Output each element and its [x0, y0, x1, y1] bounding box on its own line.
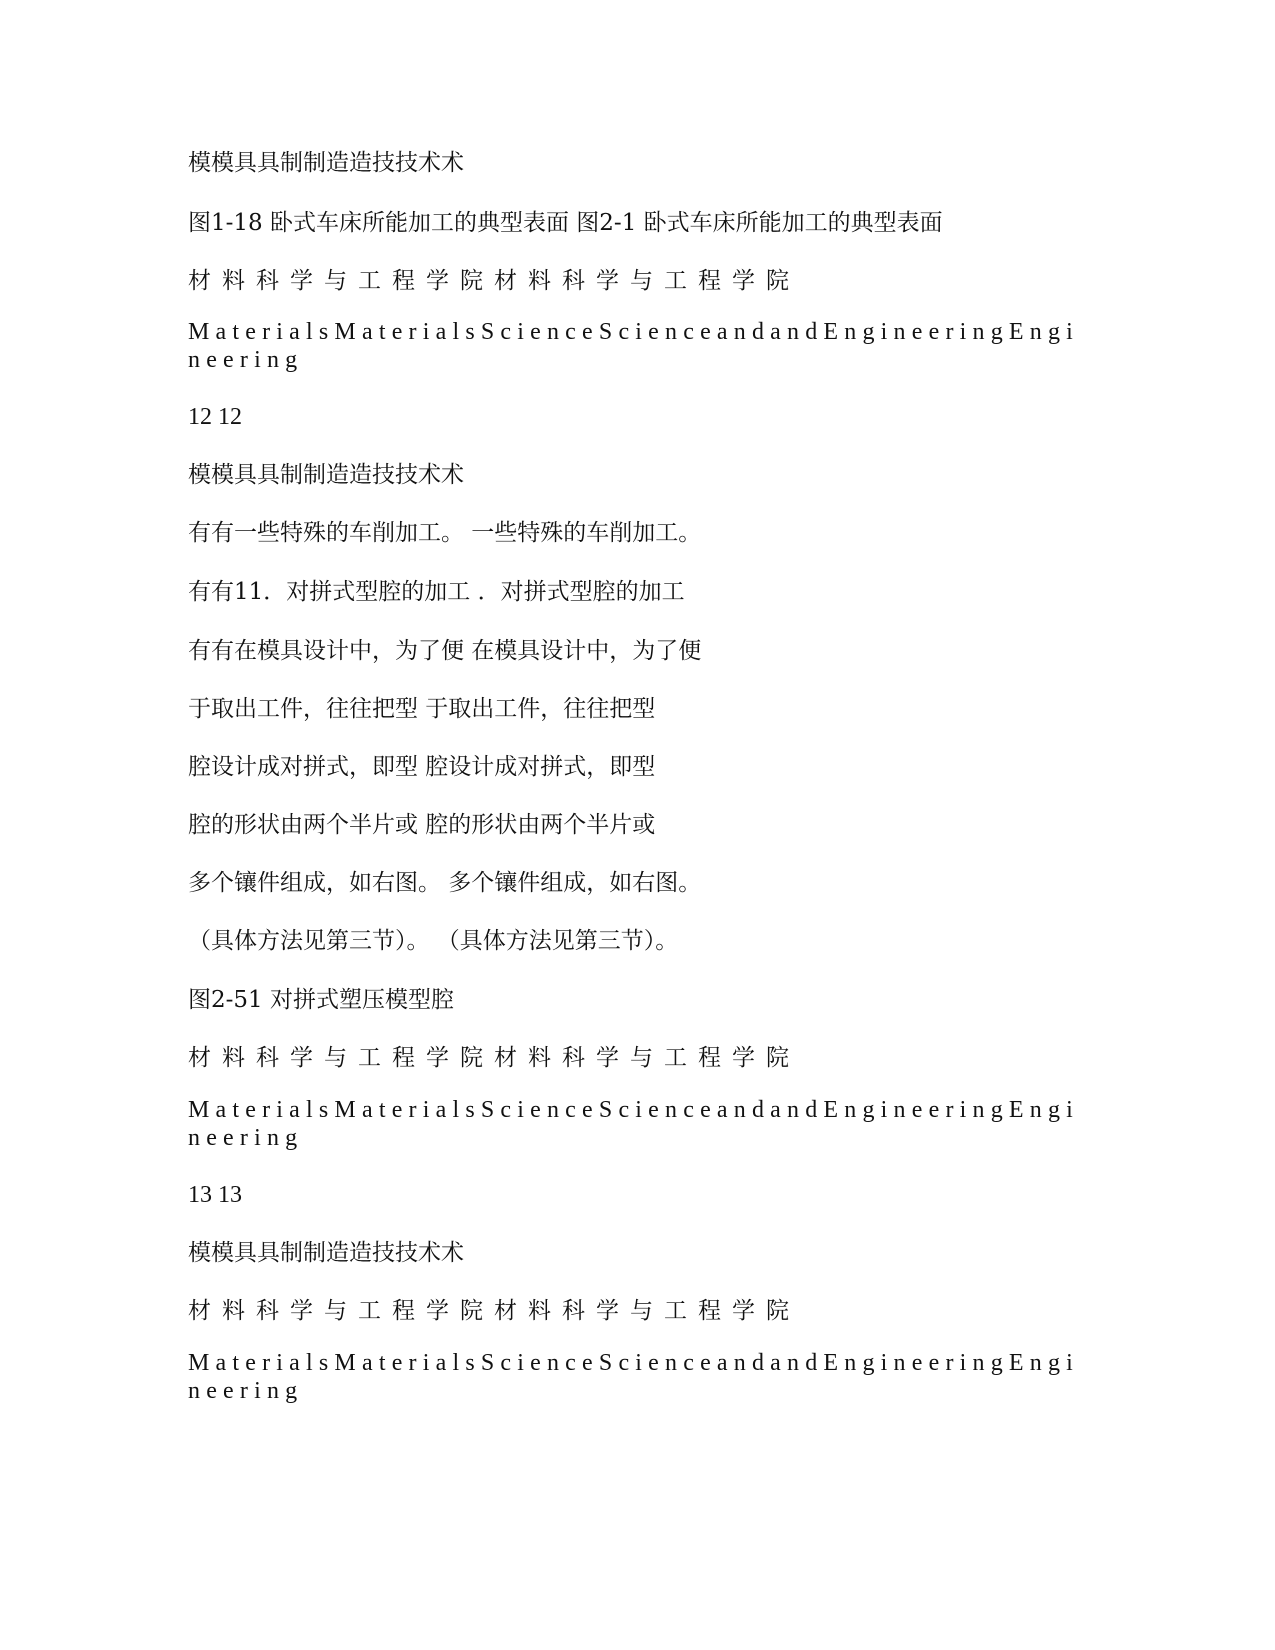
- figure-caption: 图2-51 对拼式塑压模型腔: [188, 987, 454, 1013]
- figure-caption: 图1-18 卧式车床所能加工的典型表面 图2-1 卧式车床所能加工的典型表面: [188, 210, 943, 236]
- body-paragraph-line: 有有一些特殊的车削加工。 一些特殊的车削加工。: [188, 520, 702, 546]
- body-paragraph-line: 于取出工件，往往把型 于取出工件，往往把型: [188, 696, 656, 722]
- course-title-header: 模模具具制制造造技技术术: [188, 1240, 464, 1266]
- school-name-chinese: 材料科学与工程学院材料科学与工程学院: [188, 1045, 800, 1071]
- body-paragraph-line: 多个镶件组成，如右图。 多个镶件组成，如右图。: [188, 870, 702, 896]
- body-paragraph-line: 有有在模具设计中，为了便 在模具设计中，为了便: [188, 638, 702, 664]
- section-heading: 有有11．对拼式型腔的加工 ．对拼式型腔的加工: [188, 579, 685, 605]
- school-name-english: MaterialsMaterialsScienceScienceandandEngineeringEngineering: [188, 1350, 1080, 1404]
- body-paragraph-line: 腔设计成对拼式，即型 腔设计成对拼式，即型: [188, 754, 656, 780]
- course-title-header: 模模具具制制造造技技术术: [188, 150, 464, 176]
- page-number: 12 12: [188, 404, 242, 430]
- school-name-chinese: 材料科学与工程学院材料科学与工程学院: [188, 268, 800, 294]
- school-name-english: MaterialsMaterialsScienceScienceandandEngineeringEngineering: [188, 1097, 1080, 1151]
- course-title-header: 模模具具制制造造技技术术: [188, 462, 464, 488]
- body-paragraph-line: （具体方法见第三节）。 （具体方法见第三节）。: [188, 928, 679, 954]
- school-name-chinese: 材料科学与工程学院材料科学与工程学院: [188, 1298, 800, 1324]
- page-number: 13 13: [188, 1182, 242, 1208]
- school-name-english: MaterialsMaterialsScienceScienceandandEngineeringEngineering: [188, 319, 1080, 373]
- body-paragraph-line: 腔的形状由两个半片或 腔的形状由两个半片或: [188, 812, 656, 838]
